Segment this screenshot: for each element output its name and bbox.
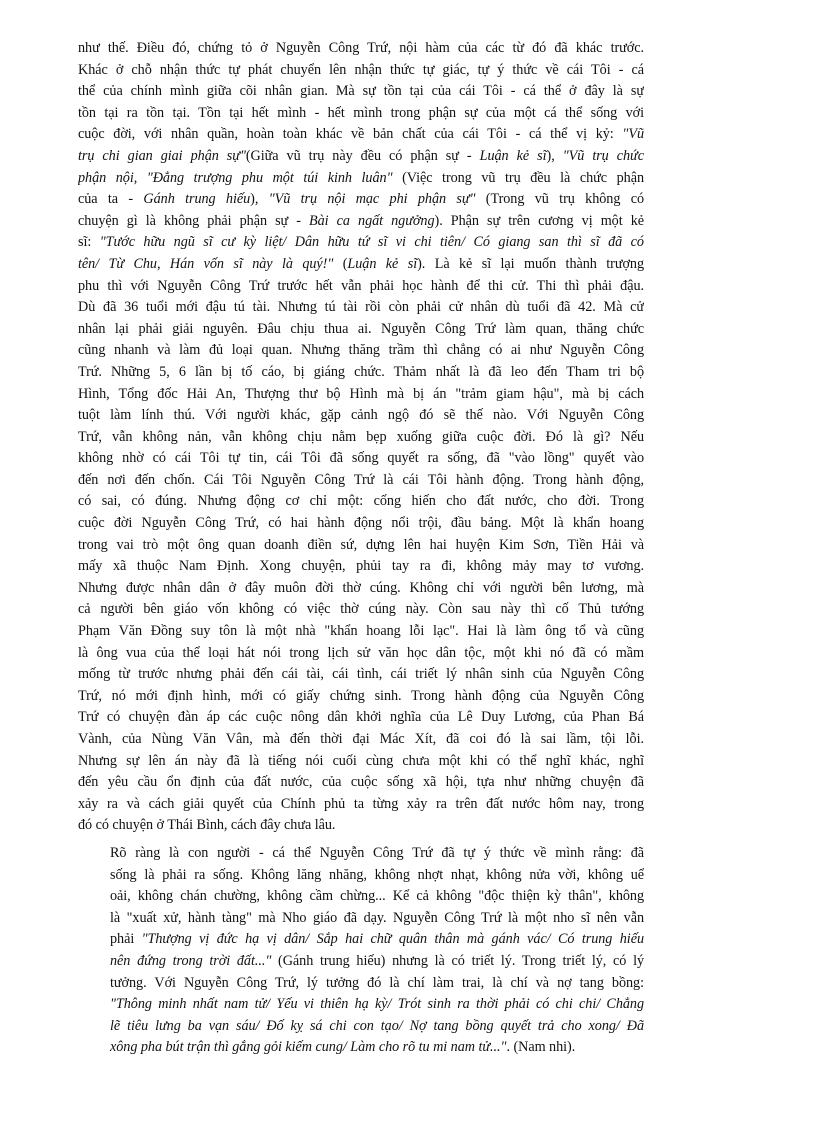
- text-line: cả người bên giáo vốn không có việc thờ cúng này. Còn sau này thì cố Thủ tướng: [78, 601, 644, 618]
- text-line: cuộc đời, với nhân quần, hoàn toàn khác về bản chất của cái Tôi - cá thể vị kỷ: "Vũ: [78, 126, 644, 143]
- text-line: Khác ở chỗ nhận thức tự phát chuyển lên nhận thức tự giác, tự ý thức về cái Tôi - cá: [78, 61, 644, 78]
- text-line: tưởng. Với Nguyễn Công Trứ, lý tưởng đó là chí làm trai, là chí và nợ tang bồng:: [110, 974, 644, 991]
- text-line: đến yêu cầu ổn định của đất nước, của cuộc sống xã hội, tựa như những chuyện đã: [78, 774, 644, 791]
- text-line: của ta - Gánh trung hiếu), "Vũ trụ nội mạc phi phận sự" (Trong vũ trụ không có: [78, 191, 644, 208]
- text-line: không nhờ có cái Tôi tự tin, cái Tôi đã sống quyết ra sống, đã "vào lồng" quyết vào: [78, 450, 644, 467]
- text-line: Trứ, vẫn không nản, vẫn không chịu nằm bẹp xuống giữa cuộc đời. Đó là gì? Nếu: [78, 428, 644, 445]
- text-line: Trứ có chuyện đàn áp các cuộc nông dân khởi nghĩa của Lê Duy Lương, của Phan Bá: [78, 709, 644, 726]
- text-line: thể của chính mình giữa cõi nhân gian. Mà sự tồn tại của cái Tôi - cá thể ở đây là sự: [78, 83, 644, 100]
- text-line: là "xuất xử, hành tàng" mà Nho giáo đã dạy. Nguyễn Công Trứ là một nho sĩ nên vẫn: [110, 909, 644, 926]
- text-line: mống từ trước nhưng phải đến cái tài, cái tình, cái triết lý nhân sinh của Nguyễn Công: [78, 666, 644, 683]
- text-line: Trứ. Những 5, 6 lần bị tố cáo, bị giáng chức. Thảm nhất là đã leo đến Tham tri bộ: [78, 363, 644, 380]
- text-line: Vành, của Nùng Văn Vân, mà đến thời đại Mác Xít, đã coi đó là sai lầm, tội lỗi.: [78, 731, 644, 747]
- text-line: Nhưng được nhân dân ở đây muôn đời thờ cúng. Không chỉ với người bên lương, mà: [78, 579, 644, 596]
- text-line: xảy ra và cách giải quyết của Chính phủ ta từng xảy ra trên đất nước hôm nay, trong: [78, 795, 644, 812]
- text-line: như thế. Điều đó, chứng tỏ ở Nguyễn Công Trứ, nội hàm của các từ đó đã khác trước.: [78, 40, 644, 56]
- document-page: [78, 38, 644, 1059]
- text-line: có sai, có đúng. Nhưng động cơ chỉ một: cống hiến cho đất nước, cho đời. Trong: [78, 493, 644, 510]
- text-line: Dù đã 36 tuổi mới đậu tú tài. Nhưng tú tài rồi còn phải cử nhân dù tuổi đã 42. Mà cử: [78, 299, 644, 316]
- text-line: phải "Thượng vị đức hạ vị dân/ Sắp hai chữ quân thân mà gánh vác/ Có trung hiếu: [110, 931, 644, 948]
- text-line: nên đứng trong trời đất..." (Gánh trung hiếu) nhưng là có triết lý. Trong triết lý, có lý: [110, 952, 644, 969]
- text-line: Rõ ràng là con người - cá thể Nguyễn Công Trứ đã tự ý thức về mình rằng: đã: [110, 844, 644, 861]
- text-line: phận nội, "Đẳng trượng phu một túi kinh luân" (Việc trong vũ trụ đều là chức phận: [78, 169, 644, 186]
- text-line: trong vai trò một ông quan doanh điền sứ, dựng lên hai huyện Kim Sơn, Tiền Hải và: [78, 536, 644, 553]
- text-line: sĩ: "Tước hữu ngũ sĩ cư kỳ liệt/ Dân hữu tứ sĩ vi chi tiên/ Có giang san thì sĩ đã có: [78, 234, 644, 251]
- text-line: đến nơi đến chốn. Cái Tôi Nguyễn Công Trứ là cái Tôi hành động. Trong hành động,: [78, 471, 644, 488]
- text-line: là ông vua của thể loại hát nói trong lịch sử văn học dân tộc, một khi nó đã có mầm: [78, 644, 644, 661]
- text-line: Phạm Văn Đồng suy tôn là một nhà "khẩn hoang lỗi lạc". Hai là làm ông tổ và cũng: [78, 623, 644, 640]
- text-line: xông pha bút trận thì gắng gỏi kiếm cung/ Làm cho rõ tu mi nam tử...". (Nam nhi).: [110, 1039, 576, 1056]
- text-line: lẽ tiêu lưng ba vạn sáu/ Đố kỵ sá chi con tạo/ Nợ tang bồng quyết trả cho xong/ Đã: [110, 1017, 644, 1034]
- text-line: tuột làm lính thú. Với người khác, gặp cảnh ngộ đó sẽ thế nào. Với Nguyễn Công: [78, 407, 644, 424]
- text-line: mấy xã thuộc Nam Định. Xong chuyện, phủi tay ra đi, không mảy may tơ vương.: [78, 558, 644, 575]
- body-paragraph-1: [78, 38, 644, 837]
- text-line: phu thì với Nguyễn Công Trứ trước hết vẫn phải học hành để thi cử. Thi thì phải đậu.: [78, 277, 644, 294]
- body-paragraph-2: [78, 843, 644, 1059]
- text-line: đó có chuyện ở Thái Bình, cách đây chưa lâu.: [78, 817, 336, 834]
- text-line: tồn tại ra tồn tại. Tồn tại hết mình - hết mình trong phận sự của một cá thể sống với: [78, 104, 644, 121]
- text-line: sống là phải ra sống. Không lăng nhăng, không nhợt nhạt, không nửa vời, không uể: [110, 866, 644, 883]
- text-line: cuộc đời Nguyễn Công Trứ, có hai hành động nổi trội, đầu bảng. Một là khẩn hoang: [78, 515, 644, 532]
- text-line: tên/ Từ Chu, Hán vốn sĩ này là quý!" (Luận kẻ sĩ). Là kẻ sĩ lại muốn thành trượng: [78, 255, 644, 272]
- text-line: trụ chi gian giai phận sự"(Giữa vũ trụ này đều có phận sự - Luận kẻ sĩ), "Vũ trụ chức: [78, 147, 644, 164]
- text-line: nhân lại phải giải nguyên. Đâu chịu thua ai. Nguyễn Công Trứ làm quan, thăng chức: [78, 320, 644, 337]
- text-line: cũng nhanh và làm đủ loại quan. Nhưng thăng trầm thì chẳng có ai như Nguyễn Công: [78, 342, 644, 359]
- text-line: Nhưng sự lên án này đã là tiếng nói cuối cùng chưa một khi có thể nghĩ khác, nghĩ: [78, 752, 644, 769]
- text-line: oải, không chán chường, không cầm chừng... Kể cả không "độc thiện kỳ thân", không: [110, 888, 644, 905]
- text-line: Trứ, nó mới định hình, mới có giấy chứng sinh. Trong hành động của Nguyễn Công: [78, 687, 644, 704]
- text-line: Hình, Tổng đốc Hải An, Thượng thư bộ Hình mà bị án "trảm giam hậu", mà bị cách: [78, 385, 644, 402]
- text-line: "Thông minh nhất nam tử/ Yếu vi thiên hạ kỳ/ Trót sinh ra thời phải có chi chi/ Chẳng: [110, 996, 644, 1013]
- text-line: chuyện gì là không phải phận sự - Bài ca ngất ngưởng). Phận sự trên cương vị một kẻ: [78, 212, 644, 229]
